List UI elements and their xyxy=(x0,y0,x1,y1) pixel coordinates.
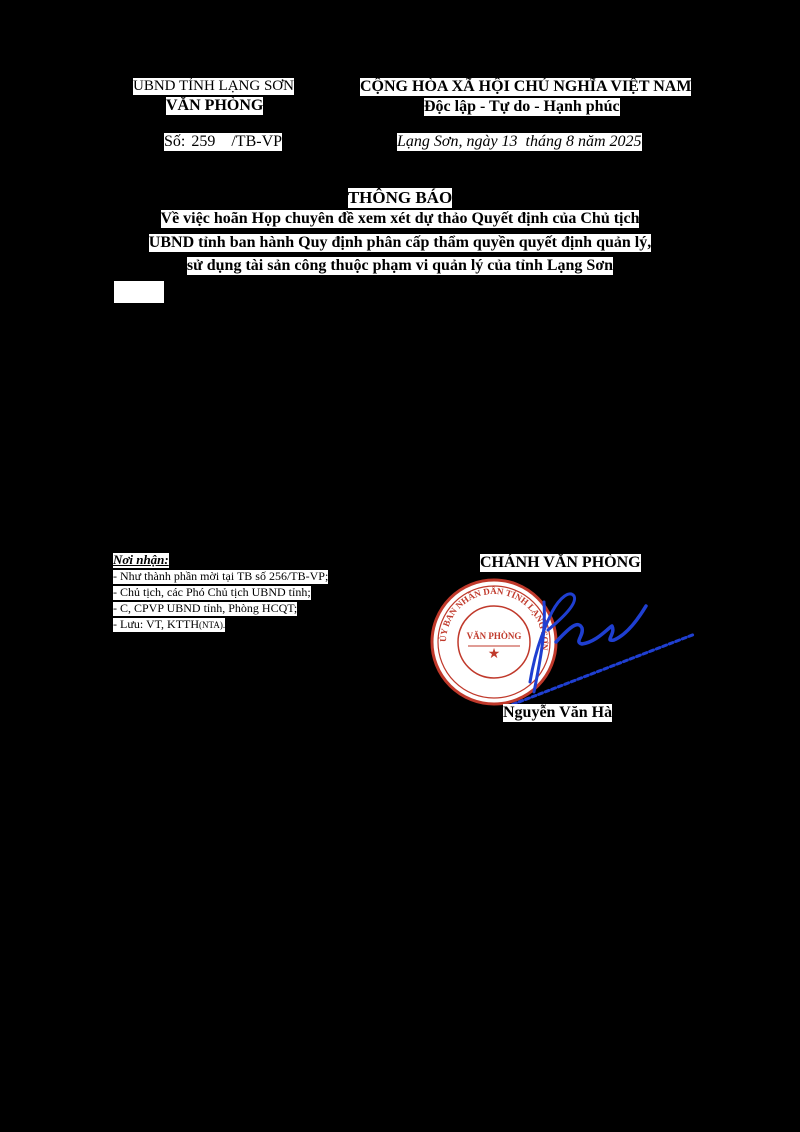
org-parent-name: UBND TỈNH LẠNG SƠN xyxy=(133,78,294,94)
seal-inner-text: VĂN PHÒNG xyxy=(466,631,522,641)
signer-title: CHÁNH VĂN PHÒNG xyxy=(480,554,641,571)
number-label: Số: xyxy=(164,133,186,150)
document-type: THÔNG BÁO xyxy=(347,188,453,207)
national-motto: Độc lập - Tự do - Hạnh phúc xyxy=(424,98,620,115)
recipient-note: (NTA). xyxy=(199,620,226,630)
recipient-item: - C, CPVP UBND tỉnh, Phòng HCQT; xyxy=(113,601,298,615)
subject-line: UBND tỉnh ban hành Quy định phân cấp thẩm quyền quyết định quản lý, xyxy=(148,234,652,251)
handwritten-signature-icon xyxy=(500,572,700,717)
nation-title: CỘNG HÒA XÃ HỘI CHỦ NGHĨA VIỆT NAM xyxy=(360,78,692,95)
place-date: Lạng Sơn, ngày 13 tháng 8 năm 2025 xyxy=(397,133,642,150)
recipients-heading: Nơi nhận: xyxy=(113,552,169,567)
seal-star-icon: ★ xyxy=(487,647,501,662)
subject-line: sử dụng tài sản công thuộc phạm vi quản lý của tỉnh Lạng Sơn xyxy=(186,257,614,274)
seal-outer-text: ỦY BAN NHÂN DÂN TỈNH LẠNG SƠN xyxy=(437,585,551,651)
subject-line: Về việc hoãn Họp chuyên đề xem xét dự thảo Quyết định của Chủ tịch xyxy=(160,210,640,227)
recipient-item: - Lưu: VT, KTTH(NTA). xyxy=(113,617,226,631)
document-number xyxy=(164,133,282,151)
signer-name: Nguyễn Văn Hà xyxy=(503,704,613,721)
recipient-item: - Như thành phần mời tại TB số 256/TB-VP; xyxy=(113,569,329,583)
redacted-block xyxy=(114,281,164,303)
recipients-list xyxy=(113,553,328,632)
recipient-item: - Chủ tịch, các Phó Chủ tịch UBND tỉnh; xyxy=(113,585,311,599)
number-value: 259 xyxy=(191,133,216,150)
number-suffix: /TB-VP xyxy=(231,133,283,150)
org-name: VĂN PHÒNG xyxy=(166,97,264,114)
